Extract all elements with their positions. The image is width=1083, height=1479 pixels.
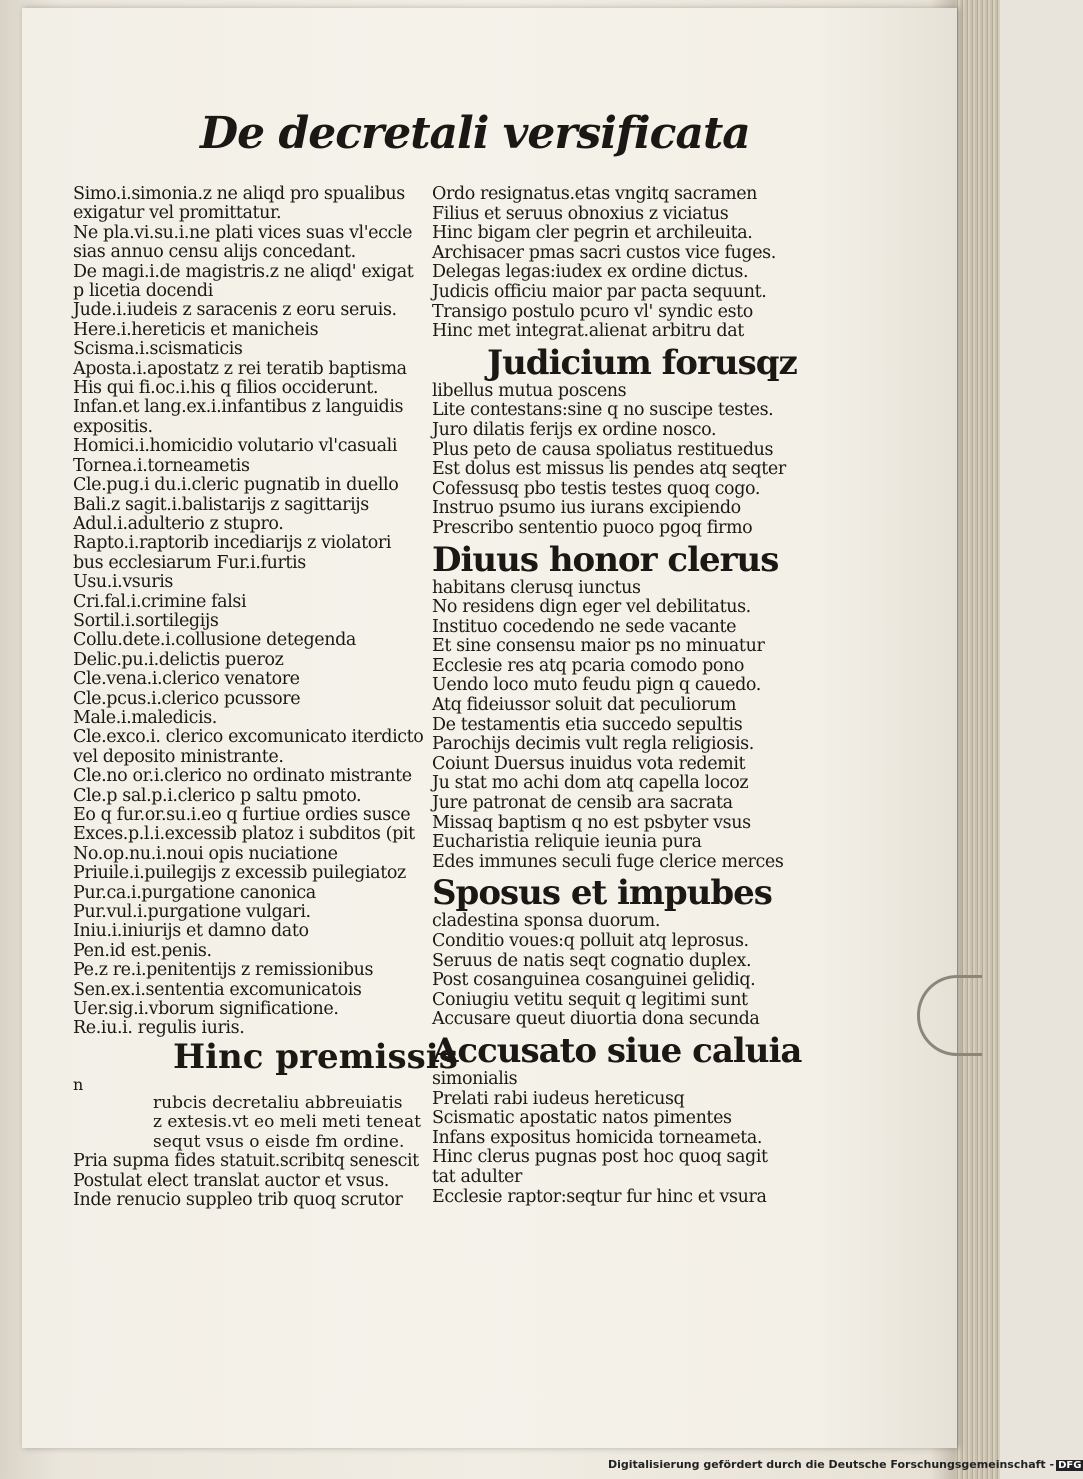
- text-line: Hinc clerus pugnas post hoc quoq sagit: [432, 1147, 768, 1168]
- text-line: Iniu.i.iniurijs et damno dato: [73, 921, 309, 942]
- page-heading: De decretali versificata: [200, 108, 750, 159]
- rubric-lines: [73, 1092, 421, 1152]
- text-line: Homici.i.homicidio volutario vl'casuali: [73, 436, 398, 457]
- text-line: Aposta.i.apostatz z rei teratib baptisma: [73, 358, 407, 379]
- text-line: cladestina sponsa duorum.: [432, 911, 661, 932]
- text-line: Missaq baptism q no est psbyter vsus: [432, 812, 751, 833]
- text-line: Ordo resignatus.etas vngitq sacramen: [432, 184, 758, 204]
- text-line: Seruus de natis seqt cognatio duplex.: [432, 950, 752, 971]
- text-line: Filius et seruus obnoxius z viciatus: [432, 203, 729, 224]
- text-line: Cle.p sal.p.i.clerico p saltu pmoto.: [73, 785, 362, 806]
- text-line: Inde renucio suppleo trib quoq scrutor: [73, 1189, 403, 1210]
- left-rubric-block: [73, 1074, 421, 1152]
- left-text-block-b: [73, 1152, 418, 1210]
- text-line: Plus peto de causa spoliatus restituedus: [432, 439, 774, 460]
- text-line: Delic.pu.i.delictis pueroz: [73, 649, 284, 670]
- text-line: Lite contestans:sine q no suscipe testes.: [432, 400, 774, 421]
- text-line: Cle.no or.i.clerico no ordinato mistrante: [73, 766, 412, 787]
- right-text-block-d: [432, 912, 772, 1030]
- text-line: rubcis decretaliu abbreuiatis: [153, 1092, 403, 1113]
- section-heading-accusato: Accusato siue caluia: [432, 1030, 802, 1071]
- text-line: Post cosanguinea cosanguinei gelidiq.: [432, 970, 756, 991]
- text-line: Simo.i.simonia.z ne aliqd pro spualibus: [73, 184, 405, 204]
- text-line: sequt vsus o eisde fm ordine.: [153, 1131, 405, 1152]
- text-line: Rapto.i.raptorib incediarijs z violatori: [73, 533, 392, 554]
- text-line: Eucharistia reliquie ieunia pura: [432, 832, 702, 853]
- text-line: Cle.pcus.i.clerico pcussore: [73, 688, 301, 709]
- section-heading-diuus: Diuus honor clerus: [432, 539, 779, 580]
- text-line: No.op.nu.i.noui opis nuciatione: [73, 843, 338, 864]
- text-line: Juro dilatis ferijs ex ordine nosco.: [432, 419, 717, 440]
- text-line: Infans expositus homicida torneameta.: [432, 1127, 763, 1148]
- text-line: Atq fideiussor soluit dat peculiorum: [432, 695, 737, 716]
- digitization-footer: [608, 1458, 1083, 1471]
- right-column: [432, 184, 802, 1207]
- text-line: De testamentis etia succedo sepultis: [432, 714, 743, 735]
- section-heading-sposus: Sposus et impubes: [432, 873, 772, 914]
- text-line: Re.iu.i. regulis iuris.: [73, 1018, 245, 1039]
- text-line: Jude.i.iudeis z saracenis z eoru seruis.: [73, 300, 397, 321]
- text-line: Delegas legas:iudex ex ordine dictus.: [432, 262, 749, 283]
- text-line: z extesis.vt eo meli meti teneat: [153, 1112, 421, 1133]
- text-line: sias annuo censu alijs concedant.: [73, 242, 356, 263]
- text-line: Pen.id est.penis.: [73, 940, 212, 961]
- text-line: Cle.vena.i.clerico venatore: [73, 669, 300, 690]
- text-line: Ne pla.vi.su.i.ne plati vices suas vl'eccle: [73, 222, 413, 243]
- text-line: Transigo postulo pcuro vl' syndic esto: [432, 301, 753, 322]
- text-line: Accusare queut diuortia dona secunda: [432, 1009, 760, 1030]
- text-line: Uendo loco muto feudu pign q cauedo.: [432, 675, 761, 696]
- text-line: Pur.ca.i.purgatione canonica: [73, 882, 316, 903]
- text-line: simonialis: [432, 1068, 518, 1089]
- text-line: Et sine consensu maior ps no minuatur: [432, 636, 765, 657]
- left-section-heading: Hinc premissis: [173, 1036, 458, 1077]
- text-line: Postulat elect translat auctor et vsus.: [73, 1170, 389, 1191]
- text-line: vel deposito ministrante.: [73, 746, 284, 767]
- text-line: Judicis officiu maior par pacta sequunt.: [432, 281, 767, 302]
- text-line: Infan.et lang.ex.i.infantibus z languidis: [73, 397, 404, 418]
- text-line: Prelati rabi iudeus hereticusq: [432, 1088, 685, 1109]
- text-line: Ju stat mo achi dom atq capella locoz: [432, 773, 749, 794]
- text-line: De magi.i.de magistris.z ne aliqd' exigat: [73, 261, 414, 282]
- text-line: Tornea.i.torneametis: [73, 455, 250, 476]
- text-line: Usu.i.vsuris: [73, 572, 174, 593]
- text-line: Cofessusq pbo testis testes quoq cogo.: [432, 478, 760, 499]
- text-line: tat adulter: [432, 1166, 522, 1187]
- footer-text: Digitalisierung gefördert durch die Deutsche Forschungsgemeinschaft -: [608, 1458, 1055, 1471]
- text-line: exigatur vel promittatur.: [73, 203, 282, 224]
- text-line: No residens dign eger vel debilitatus.: [432, 597, 751, 618]
- text-line: p licetia docendi: [73, 281, 213, 302]
- text-line: Coiunt Duersus inuidus vota redemit: [432, 753, 746, 774]
- text-line: Archisacer pmas sacri custos vice fuges.: [432, 242, 776, 263]
- text-line: Ecclesie raptor:seqtur fur hinc et vsura: [432, 1186, 767, 1207]
- text-line: Collu.dete.i.collusione detegenda: [73, 630, 356, 651]
- text-line: Est dolus est missus lis pendes atq seqter: [432, 459, 786, 480]
- text-line: Bali.z sagit.i.balistarijs z sagittarijs: [73, 494, 369, 515]
- rubric-initial: n: [73, 1074, 84, 1094]
- text-line: Scisma.i.scismaticis: [73, 339, 243, 360]
- text-line: His qui fi.oc.i.his q filios occiderunt.: [73, 378, 379, 399]
- text-line: Parochijs decimis vult regla religiosis.: [432, 734, 754, 755]
- text-line: Coniugiu vetitu sequit q legitimi sunt: [432, 989, 748, 1010]
- text-line: Adul.i.adulterio z stupro.: [73, 513, 284, 534]
- text-line: habitans clerusq iunctus: [432, 577, 641, 598]
- text-line: bus ecclesiarum Fur.i.furtis: [73, 552, 306, 573]
- text-line: Pe.z re.i.penitentijs z remissionibus: [73, 960, 374, 981]
- text-line: Instituo cocedendo ne sede vacante: [432, 616, 737, 637]
- section-heading-judicium: Judicium forusqz: [487, 342, 797, 383]
- right-text-block-a: [432, 184, 776, 342]
- text-line: Instruo psumo ius iurans excipiendo: [432, 498, 741, 519]
- left-column: [73, 184, 458, 1210]
- text-line: Here.i.hereticis et manicheis: [73, 319, 319, 340]
- text-line: Edes immunes seculi fuge clerice merces: [432, 851, 784, 872]
- text-line: Hinc bigam cler pegrin et archileuita.: [432, 223, 753, 244]
- right-text-block-e: [432, 1070, 772, 1207]
- text-line: Cle.exco.i. clerico excomunicato iterdicto: [73, 727, 424, 748]
- right-text-block-b: [432, 380, 786, 539]
- text-line: Uer.sig.i.vborum significatione.: [73, 999, 339, 1020]
- text-line: expositis.: [73, 416, 153, 437]
- text-line: Cle.pug.i du.i.cleric pugnatib in duello: [73, 475, 399, 496]
- text-line: Conditio voues:q polluit atq leprosus.: [432, 931, 749, 951]
- book-page-edges: [955, 0, 1000, 1479]
- text-line: Eo q fur.or.su.i.eo q furtiue ordies susce: [73, 805, 411, 825]
- text-line: Sortil.i.sortilegijs: [73, 610, 219, 631]
- text-line: Hinc met integrat.alienat arbitru dat: [432, 321, 744, 342]
- text-line: Pria supma fides statuit.scribitq senescit: [73, 1151, 419, 1172]
- text-line: Pur.vul.i.purgatione vulgari.: [73, 902, 311, 923]
- text-line: Jure patronat de censib ara sacrata: [432, 793, 733, 814]
- dfg-logo: DFG: [1058, 1460, 1082, 1471]
- text-line: Sen.ex.i.sententia excomunicatois: [73, 979, 362, 1000]
- text-line: Male.i.maledicis.: [73, 707, 217, 728]
- text-line: Priuile.i.puilegijs z excessib puilegiatoz: [73, 863, 406, 884]
- text-line: Prescribo sententio puoco pgoq firmo: [432, 517, 753, 538]
- text-line: Exces.p.l.i.excessib platoz i subditos (pit: [73, 824, 415, 845]
- text-line: Scismatic apostatic natos pimentes: [432, 1108, 732, 1129]
- left-text-block-a: [73, 184, 424, 1039]
- right-text-block-c: [432, 577, 784, 873]
- text-line: libellus mutua poscens: [432, 380, 627, 401]
- text-line: Cri.fal.i.crimine falsi: [73, 591, 247, 612]
- text-line: Ecclesie res atq pcaria comodo pono: [432, 655, 745, 676]
